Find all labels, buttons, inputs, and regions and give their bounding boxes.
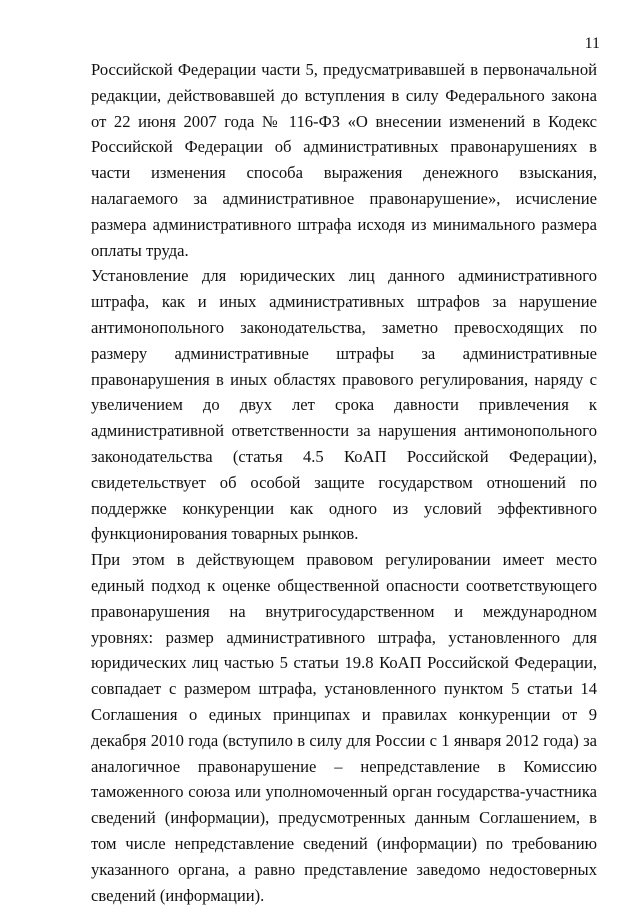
paragraph-continuation: Российской Федерации части 5, предусматривавшей в первоначальной редакции, действовавшей до вступления в силу Федерального закона от 22 июня 2007 года № 116-ФЗ «О внесении изменений в Кодекс Российской Федерации об административных правонарушениях в части изменения способа выражения денежного взыскания, налагаемого за административное правонарушение», исчисление размера административного штрафа исходя из минимального размера оплаты труда. — [91, 60, 597, 260]
body-text — [91, 57, 597, 908]
paragraph-fine-establishment: Установление для юридических лиц данного административного штрафа, как и иных административных штрафов за нарушение антимонопольного законодательства, заметно превосходящих по размеру административные штрафы за административные правонарушения в иных областях правового регулирования, наряду с увеличением до двух лет срока давности привлечения к административной ответственности за нарушения антимонопольного законодательства (статья 4.5 КоАП Российской Федерации), свидетельствует об особой защите государством отношений по поддержке конкуренции как одного из условий эффективного функционирования товарных рынков. — [91, 266, 597, 544]
paragraph-unified-approach: При этом в действующем правовом регулировании имеет место единый подход к оценке общественной опасности соответствующего правонарушения на внутригосударственном и международном уровнях: размер административного штрафа, установленного для юридических лиц частью 5 статьи 19.8 КоАП Российской Федерации, совпадает с размером штрафа, установленного пунктом 5 статьи 14 Соглашения о единых принципах и правилах конкуренции от 9 декабря 2010 года (вступило в силу для России с 1 января 2012 года) за аналогичное правонарушение – непредставление в Комиссию таможенного союза или уполномоченный орган государства-участника сведений (информации), предусмотренных данным Соглашением, в том числе непредставление сведений (информации) по требованию указанного органа, а равно представление заведомо недостоверных сведений (информации). — [91, 550, 597, 905]
page-number: 11 — [584, 35, 600, 52]
